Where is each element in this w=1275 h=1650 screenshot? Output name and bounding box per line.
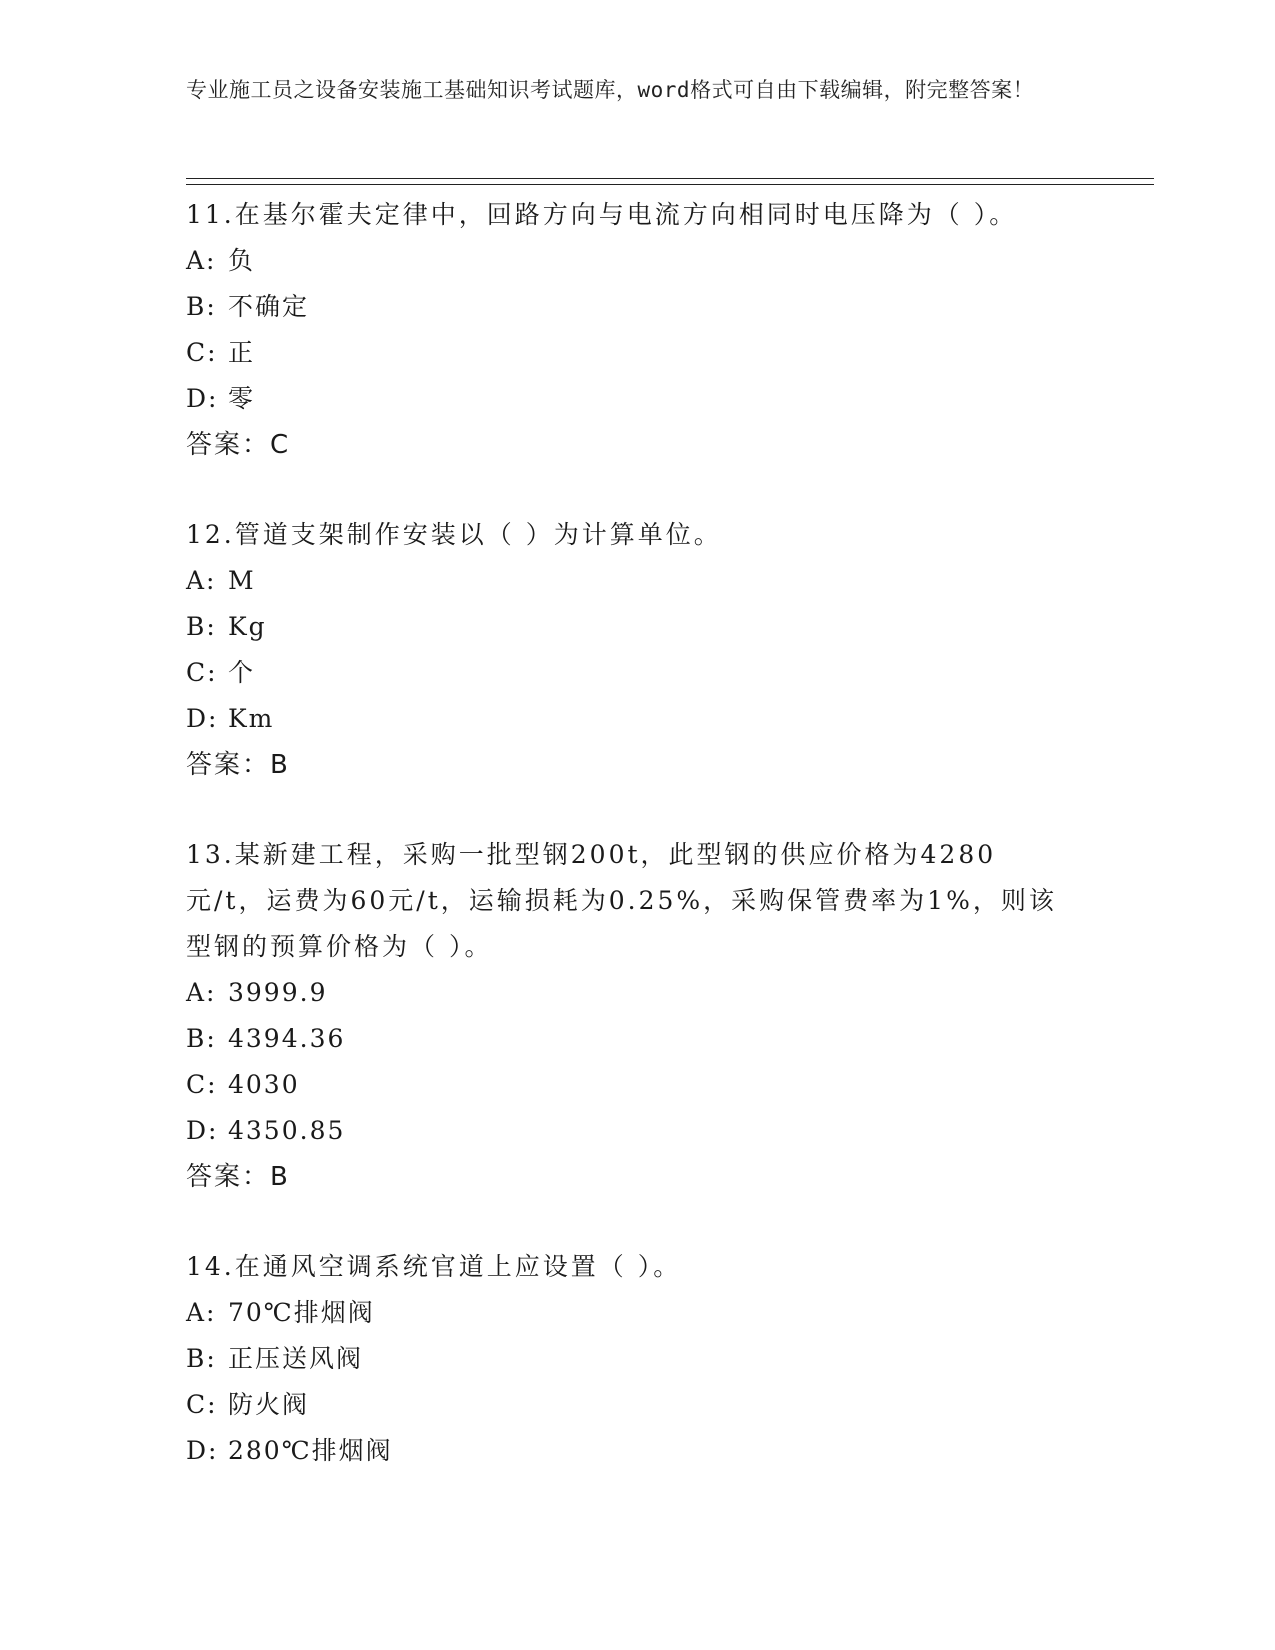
option-text: 4350.85	[228, 1116, 346, 1145]
option-text: 正压送风阀	[228, 1344, 364, 1373]
question-12	[186, 512, 1066, 788]
option-letter: C:	[186, 1390, 218, 1419]
option-letter: D:	[186, 1116, 219, 1145]
option-text: 零	[228, 384, 256, 413]
option-b	[186, 284, 1066, 330]
option-text: M	[228, 566, 256, 595]
option-text: 4394.36	[228, 1024, 346, 1053]
option-c	[186, 1382, 1066, 1428]
question-text: 13.某新建工程，采购一批型钢200t，此型钢的供应价格为4280元/t，运费为60元/t，运输损耗为0.25%，采购保管费率为1%，则该型钢的预算价格为（ ）。	[186, 840, 1057, 961]
header-divider	[186, 178, 1154, 185]
option-a	[186, 970, 1066, 1016]
answer-line: 答案：B	[186, 750, 290, 780]
option-text: 负	[228, 246, 256, 275]
question-13	[186, 832, 1066, 1200]
document-header: 专业施工员之设备安装施工基础知识考试题库，word格式可自由下载编辑，附完整答案！	[186, 78, 1035, 102]
option-c	[186, 650, 1066, 696]
option-a	[186, 1290, 1066, 1336]
option-letter: B:	[186, 612, 217, 641]
option-text: 正	[228, 338, 256, 367]
option-letter: A:	[186, 246, 217, 275]
question-text: 14.在通风空调系统官道上应设置（ ）。	[186, 1252, 682, 1281]
option-letter: B:	[186, 1344, 217, 1373]
option-d	[186, 696, 1066, 742]
option-d	[186, 1428, 1066, 1474]
question-14	[186, 1244, 1066, 1474]
option-text: 3999.9	[228, 978, 328, 1007]
option-text: 4030	[228, 1070, 300, 1099]
answer-line: 答案：B	[186, 1162, 290, 1192]
option-c	[186, 1062, 1066, 1108]
option-letter: B:	[186, 1024, 217, 1053]
option-d	[186, 1108, 1066, 1154]
option-a	[186, 238, 1066, 284]
option-letter: B:	[186, 292, 217, 321]
option-a	[186, 558, 1066, 604]
option-letter: A:	[186, 978, 217, 1007]
question-11	[186, 192, 1066, 468]
option-letter: A:	[186, 1298, 217, 1327]
option-text: 不确定	[228, 292, 310, 321]
option-letter: C:	[186, 338, 218, 367]
option-text: Kg	[228, 612, 267, 641]
option-text: 防火阀	[228, 1390, 310, 1419]
option-letter: A:	[186, 566, 217, 595]
option-letter: C:	[186, 658, 218, 687]
option-letter: D:	[186, 384, 219, 413]
option-letter: D:	[186, 1436, 219, 1465]
option-text: Km	[228, 704, 275, 733]
option-d	[186, 376, 1066, 422]
option-b	[186, 604, 1066, 650]
option-letter: D:	[186, 704, 219, 733]
question-text: 12.管道支架制作安装以（ ）为计算单位。	[186, 520, 722, 549]
option-text: 个	[228, 658, 256, 687]
option-b	[186, 1016, 1066, 1062]
option-b	[186, 1336, 1066, 1382]
question-text: 11.在基尔霍夫定律中，回路方向与电流方向相同时电压降为（ ）。	[186, 200, 1018, 229]
question-list	[186, 192, 1066, 1518]
option-letter: C:	[186, 1070, 218, 1099]
option-text: 70℃排烟阀	[228, 1298, 375, 1327]
answer-line: 答案：C	[186, 430, 291, 460]
option-text: 280℃排烟阀	[228, 1436, 393, 1465]
option-c	[186, 330, 1066, 376]
